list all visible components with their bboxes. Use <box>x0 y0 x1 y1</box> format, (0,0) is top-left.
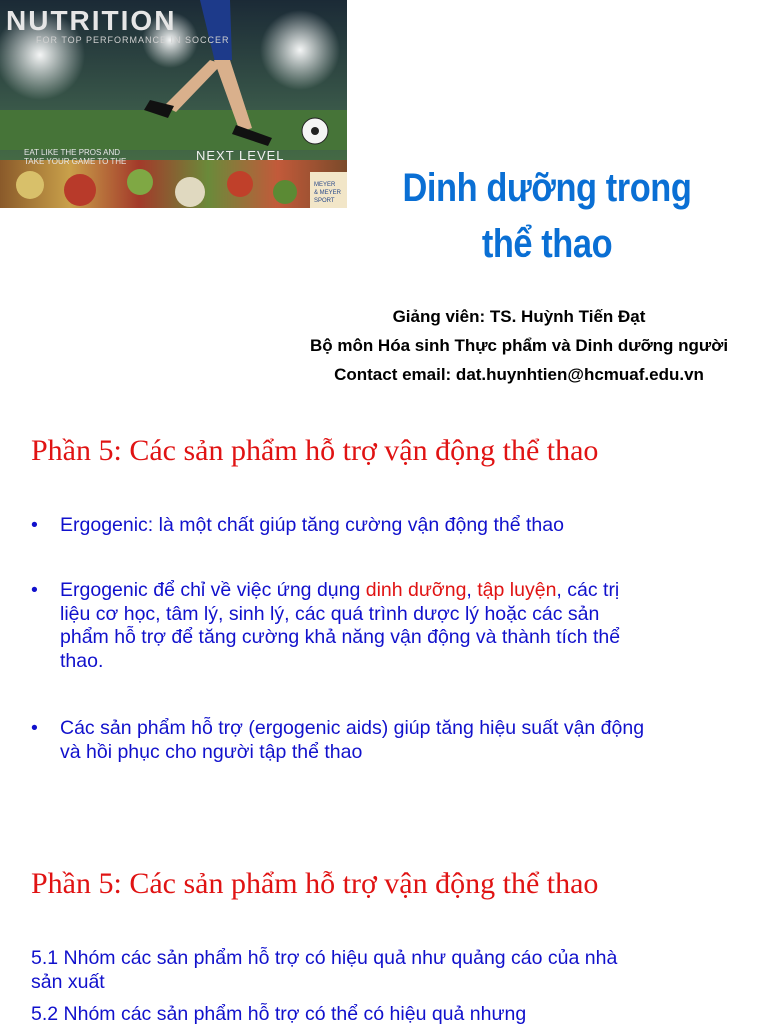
section-1-heading: Phần 5: Các sản phẩm hỗ trợ vận động thể thao <box>31 434 599 467</box>
bullet-ergogenic-definition: • Ergogenic: là một chất giúp tăng cường vận động thể thao <box>31 514 651 538</box>
cover-tagline: FOR TOP PERFORMANCE IN SOCCER <box>36 35 230 45</box>
department-line: Bộ môn Hóa sinh Thực phẩm và Dinh dưỡng người <box>309 336 729 355</box>
highlight-nutrition: dinh dưỡng <box>365 579 467 601</box>
list-item-5-2: 5.2 Nhóm các sản phẩm hỗ trợ có thể có hiệu quả nhưng <box>31 1003 527 1025</box>
separator: , <box>466 579 478 601</box>
bullet-ergogenic-scope <box>31 579 643 673</box>
bullet-ergogenic-aids: • Các sản phẩm hỗ trợ (ergogenic aids) giúp tăng hiệu suất vận động và hồi phục cho người tập thể thao <box>31 717 651 764</box>
section-1-bullet-list <box>31 514 651 538</box>
cover-slogan-line2: TAKE YOUR GAME TO THE <box>24 157 127 166</box>
cover-badge-line2: & MEYER <box>314 190 342 196</box>
title-line-1: Dinh dưỡng trong <box>402 166 692 210</box>
slide-title <box>369 160 725 272</box>
title-line-2: thể thao <box>481 222 613 266</box>
bullet-text: Ergogenic để chỉ về việc ứng dụng <box>60 579 366 601</box>
section-1-bullet-list-2 <box>31 579 643 673</box>
book-cover-image <box>0 0 347 208</box>
section-1-bullet-list-3 <box>31 717 651 764</box>
cover-badge-line1: MEYER <box>314 182 336 188</box>
section-2-heading: Phần 5: Các sản phẩm hỗ trợ vận động thể thao <box>31 867 599 900</box>
cover-badge-line3: SPORT <box>314 198 335 204</box>
cover-next-level: NEXT LEVEL <box>196 148 285 163</box>
highlight-training: tập luyện <box>477 579 557 601</box>
contact-email: Contact email: dat.huynhtien@hcmuaf.edu.vn <box>334 365 704 384</box>
list-item-5-1: 5.1 Nhóm các sản phẩm hỗ trợ có hiệu quả như quảng cáo của nhà sản xuất <box>31 947 618 993</box>
cover-brand: NUTRITION <box>6 5 177 36</box>
bullet-text: , các trị liệu cơ học, tâm lý, sinh lý, các quá trình dược lý hoặc các sản phẩm hỗ trợ để tăng cường khả năng vận động và thành tích thể thao. <box>60 579 621 672</box>
cover-slogan-line1: EAT LIKE THE PROS AND <box>24 148 121 157</box>
lecturer-line: Giảng viên: TS. Huỳnh Tiến Đạt <box>392 307 646 326</box>
